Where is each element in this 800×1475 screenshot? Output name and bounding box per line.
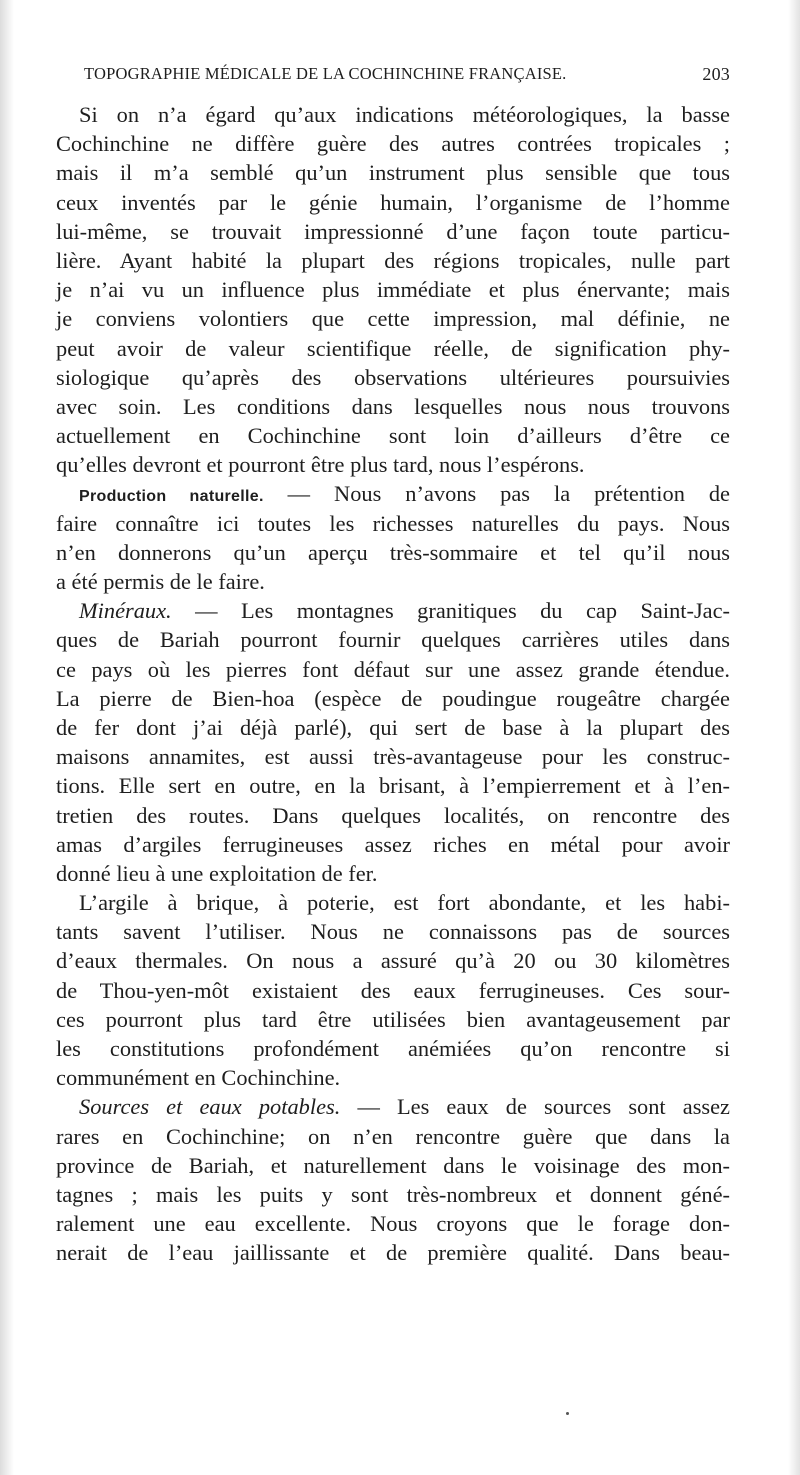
running-head [84,64,730,94]
text-line [56,596,730,625]
text-line: tions. Elle sert en outre, en la brisant, à l’empierrement et à l’en- [56,773,730,799]
paragraph-production-naturelle [56,479,730,596]
text-line: ques de Bariah pourront fournir quelques carrières utiles dans [56,627,730,653]
text-line: province de Bariah, et naturellement dans le voisinage des mon- [56,1152,730,1178]
text-line: rares en Cochinchine; on n’en rencontre guère que dans la [56,1123,730,1149]
text-line: actuellement en Cochinchine sont loin d’ailleurs d’être ce [56,423,730,449]
text-line: L’argile à brique, à poterie, est fort abondante, et les habi- [79,890,730,916]
text-line: tagnes ; mais les puits y sont très-nombreux et donnent géné- [56,1181,730,1207]
text-line: d’eaux thermales. On nous a assuré qu’à 20 ou 30 kilomètres [56,948,730,974]
text-line: qu’elles devront et pourront être plus tard, nous l’espérons. [56,452,585,478]
text-line: ceux inventés par le génie humain, l’organisme de l’homme [56,189,730,215]
paragraph-argile [56,888,730,1092]
text-line: ralement une eau excellente. Nous croyons que le forage don- [56,1211,730,1237]
page-number: 203 [702,64,730,84]
page-edge-shadow-right [788,0,800,1475]
text-line: lière. Ayant habité la plupart des régions tropicales, nulle part [56,247,730,273]
text-line: les constitutions profondément anémiées qu’on rencontre si [56,1036,730,1061]
paragraph-mineraux [56,596,730,888]
text-line: donné lieu à une exploitation de fer. [56,860,378,886]
text-line: tretien des routes. Dans quelques localités, on rencontre des [56,802,730,828]
text-line: peut avoir de valeur scientifique réelle, de signification phy- [56,335,730,361]
running-head-title: TOPOGRAPHIE MÉDICALE DE LA COCHINCHINE FRANÇAISE. [84,64,567,83]
text-line: faire connaître ici toutes les richesses naturelles du pays. Nous [56,510,730,536]
section-heading-production-naturelle: Production naturelle. [79,488,264,506]
text-line-rest: — Les eaux de sources sont assez [340,1094,731,1120]
body-text [56,100,730,1268]
text-line: je n’ai vu un influence plus immédiate et plus énervante; mais [56,277,730,303]
text-line-rest: — Les montagnes granitiques du cap Saint-Jac- [171,598,730,624]
text-line: n’en donnerons qu’un aperçu très-sommaire et tel qu’il nous [56,539,730,565]
text-line [56,1092,730,1121]
print-speck [566,1412,569,1415]
page-edge-shadow-left [0,0,14,1475]
text-line: avec soin. Les conditions dans lesquelles nous nous trouvons [56,393,730,419]
text-line: mais il m’a semblé qu’un instrument plus sensible que tous [56,160,730,186]
text-line: nerait de l’eau jaillissante et de première qualité. Dans beau- [56,1240,730,1266]
text-line: Cochinchine ne diffère guère des autres contrées tropicales ; [56,131,730,157]
text-line: ce pays où les pierres font défaut sur une assez grande étendue. [56,656,730,682]
text-line: de Thou-yen-môt existaient des eaux ferrugineuses. Ces sour- [56,977,730,1003]
text-line: tants savent l’utiliser. Nous ne connaissons pas de sources [56,919,730,945]
text-line [56,479,730,508]
paragraph-sources-eaux-potables [56,1092,730,1267]
text-line: je conviens volontiers que cette impression, mal définie, ne [56,306,730,332]
text-line: Si on n’a égard qu’aux indications météorologiques, la basse [79,102,730,127]
section-heading-mineraux: Minéraux. [79,598,172,624]
text-line: siologique qu’après des observations ultérieures poursuivies [56,364,730,390]
text-line: ces pourront plus tard être utilisées bien avantageusement par [56,1006,730,1032]
text-line: communément en Cochinchine. [56,1065,341,1091]
section-heading-sources-eaux-potables: Sources et eaux potables. [79,1094,341,1120]
text-line: maisons annamites, est aussi très-avantageuse pour les construc- [56,744,730,770]
text-line-rest: — Nous n’avons pas la prétention de [263,481,730,507]
text-line: lui-même, se trouvait impressionné d’une façon toute particu- [56,218,730,244]
text-line: amas d’argiles ferrugineuses assez riches en métal pour avoir [56,831,730,857]
text-line: a été permis de le faire. [56,569,265,594]
paragraph-1 [56,100,730,479]
text-line: La pierre de Bien-hoa (espèce de poudingue rougeâtre chargée [56,685,730,711]
text-line: de fer dont j’ai déjà parlé), qui sert de base à la plupart des [56,714,730,740]
